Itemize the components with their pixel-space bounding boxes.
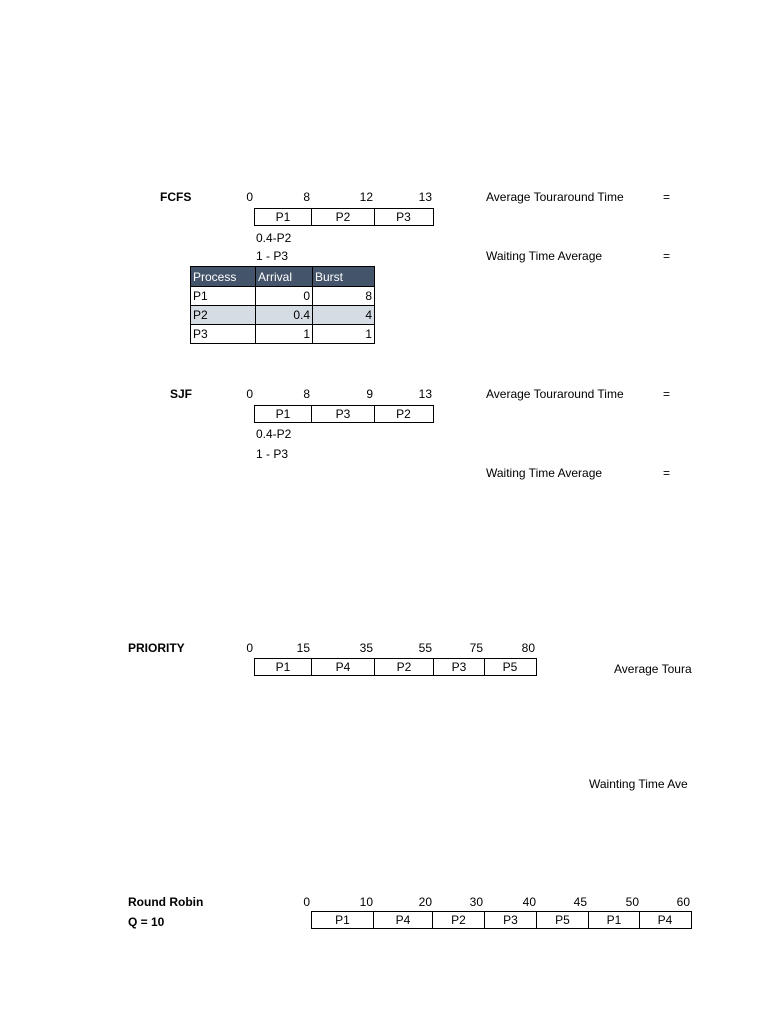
column-header: Burst [313,267,375,287]
gantt-block: P3 [434,659,485,675]
gantt-block: P3 [312,406,375,422]
process-table [190,266,375,344]
table-cell: P3 [191,325,256,344]
sjf-tick: 13 [418,387,432,401]
gantt-block: P4 [312,659,375,675]
round-robin-title: Round Robin [128,895,204,909]
gantt-block: P2 [312,209,375,225]
fcfs-tick: 12 [359,190,373,204]
table-cell: 0.4 [256,306,313,325]
rr-tick: 0 [303,895,310,909]
rr-tick: 30 [469,895,483,909]
round-robin-gantt-chart [311,911,692,929]
table-cell: 0 [256,287,313,306]
sjf-title: SJF [170,387,193,401]
priority-gantt-chart [254,658,537,676]
table-cell: 4 [313,306,375,325]
sjf-waiting-equals: = [663,466,671,480]
gantt-block: P1 [312,912,374,928]
fcfs-tick: 8 [303,190,310,204]
fcfs-waiting-equals: = [663,249,671,263]
priority-title: PRIORITY [128,641,185,655]
fcfs-waiting-label: Waiting Time Average [486,249,603,263]
sjf-tick: 8 [303,387,310,401]
gantt-block: P1 [255,209,312,225]
fcfs-gantt-chart [254,208,434,226]
sjf-waiting-label: Waiting Time Average [486,466,603,480]
gantt-block: P4 [657,913,673,927]
priority-avg-turnaround-label: Average Toura [614,662,692,676]
sjf-tick: 9 [366,387,373,401]
table-row [191,287,375,306]
table-cell: 8 [313,287,375,306]
sjf-gantt-chart [254,405,434,423]
priority-tick: 0 [246,641,253,655]
sjf-avg-turnaround-equals: = [663,387,671,401]
priority-tick: 35 [359,641,373,655]
fcfs-tick: 0 [246,190,253,204]
gantt-block: P2 [396,407,411,421]
priority-tick: 55 [418,641,432,655]
gantt-block: P2 [375,659,434,675]
sjf-arrival-note: 0.4-P2 [256,427,292,441]
priority-tick: 15 [296,641,310,655]
gantt-block: P5 [502,660,518,674]
fcfs-avg-turnaround-equals: = [663,190,671,204]
sjf-tick: 0 [246,387,253,401]
table-cell: P2 [191,306,256,325]
sjf-avg-turnaround-label: Average Touraround Time [486,387,624,401]
fcfs-avg-turnaround-label: Average Touraround Time [486,190,624,204]
table-cell: P1 [191,287,256,306]
gantt-block: P3 [396,210,411,224]
rr-tick: 20 [418,895,432,909]
column-header: Process [191,267,256,287]
rr-tick: 60 [676,895,690,909]
gantt-block: P1 [589,912,640,928]
priority-tick: 80 [521,641,535,655]
table-row [191,325,375,344]
gantt-block: P4 [374,912,433,928]
fcfs-tick: 13 [418,190,432,204]
table-cell: 1 [256,325,313,344]
priority-tick: 75 [469,641,483,655]
gantt-block: P1 [255,406,312,422]
rr-tick: 10 [359,895,373,909]
rr-tick: 40 [522,895,536,909]
gantt-block: P1 [255,659,312,675]
column-header: Arrival [256,267,313,287]
gantt-block: P5 [537,912,589,928]
sjf-arrival-note: 1 - P3 [256,447,289,461]
rr-tick: 45 [573,895,587,909]
fcfs-title: FCFS [160,190,192,204]
fcfs-arrival-note: 0.4-P2 [256,231,292,245]
table-header-row [191,267,375,287]
gantt-block: P3 [485,912,537,928]
rr-tick: 50 [625,895,639,909]
table-row [191,306,375,325]
fcfs-arrival-note: 1 - P3 [256,249,289,263]
round-robin-quantum: Q = 10 [128,915,165,929]
gantt-block: P2 [433,912,485,928]
priority-waiting-label: Wainting Time Ave [589,777,688,791]
table-cell: 1 [313,325,375,344]
